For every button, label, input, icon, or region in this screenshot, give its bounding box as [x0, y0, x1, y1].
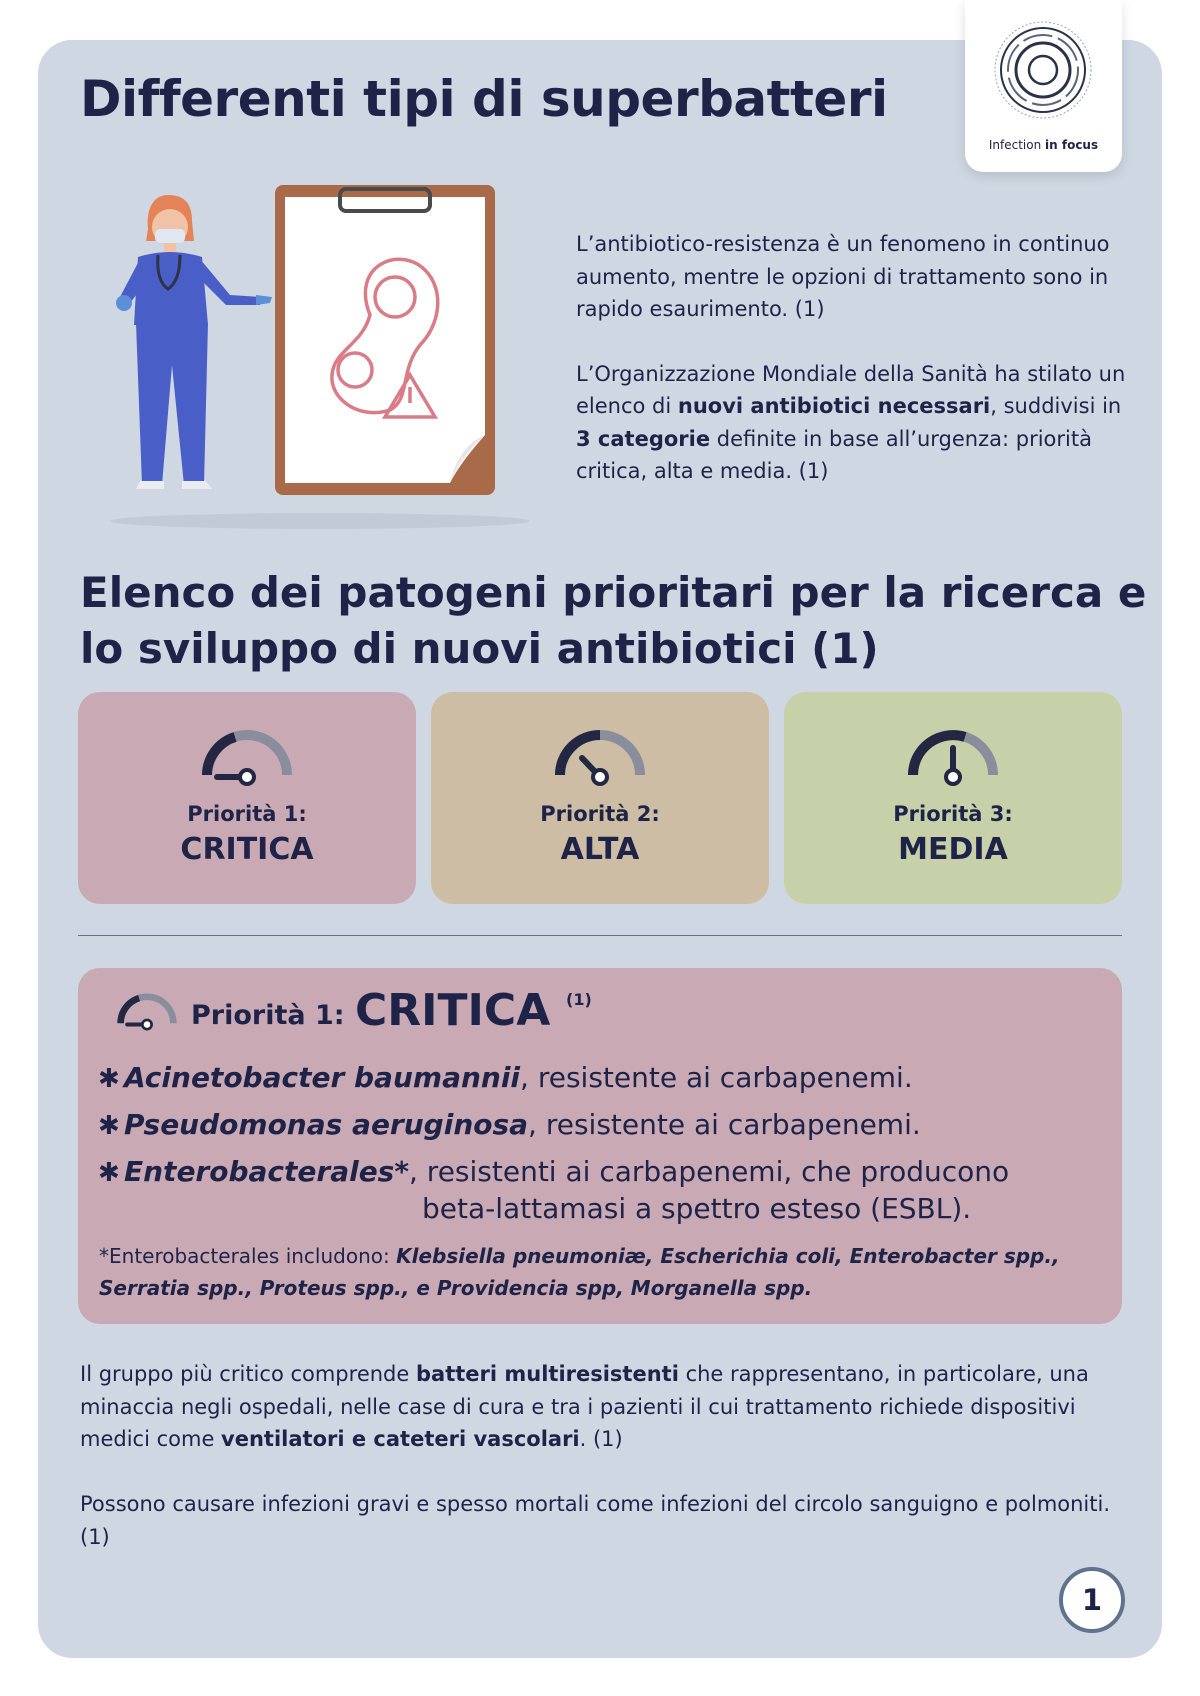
logo [965, 0, 1122, 172]
priority-level: CRITICA [180, 832, 314, 867]
logo-rings-icon [991, 18, 1096, 123]
pathogen-item-continuation: beta-lattamasi a spettro esteso (ESBL). [422, 1192, 972, 1225]
intro-text [576, 228, 1136, 520]
clipboard-icon [275, 185, 495, 495]
gauge-high-icon [903, 720, 1003, 790]
critical-reference: (1) [566, 990, 592, 1009]
priority-level: ALTA [560, 832, 640, 867]
gauge-low-icon [197, 720, 297, 790]
critical-label: Priorità 1: [191, 1000, 345, 1031]
pathogen-item: ✱ Enterobacterales*, resistenti ai carbapenemi, che producono [98, 1155, 1010, 1188]
section-title: Elenco dei patogeni prioritari per la ricerca e lo sviluppo di nuovi antibiotici (1) [80, 568, 1147, 673]
nurse-figure-icon [116, 195, 272, 489]
priority-label: Priorità 1: [187, 802, 307, 826]
logo-text: Infection in focus [988, 138, 1099, 152]
pathogen-item: ✱ Pseudomonas aeruginosa, resistente ai carbapenemi. [98, 1108, 921, 1141]
pathogen-item: ✱ Acinetobacter baumannii, resistente ai carbapenemi. [98, 1061, 913, 1094]
page-title: Differenti tipi di superbatteri [80, 70, 888, 128]
nurse-clipboard-illustration [100, 185, 560, 530]
body-paragraph-1: Il gruppo più critico comprende batteri multiresistenti che rappresentano, in particolare, una minaccia negli ospedali, nelle case di cura e tra i pazienti il cui trattamento richiede dispositivi medici come ventilatori e cateteri vascolari. (1) [80, 1362, 1089, 1451]
priority-label: Priorità 2: [540, 802, 660, 826]
page-number: 1 [1059, 1567, 1125, 1633]
gauge-medium-icon [550, 720, 650, 790]
body-paragraph-2: Possono causare infezioni gravi e spesso mortali come infezioni del circolo sanguigno e polmoniti. (1) [80, 1492, 1111, 1549]
priority-card-critical [78, 692, 416, 904]
priority-label: Priorità 3: [893, 802, 1013, 826]
intro-paragraph-1: L’antibiotico-resistenza è un fenomeno in continuo aumento, mentre le opzioni di trattamento sono in rapido esaurimento. (1) [576, 232, 1110, 321]
priority-card-high [431, 692, 769, 904]
divider [78, 935, 1122, 936]
priority-card-medium [784, 692, 1122, 904]
priority-level: MEDIA [898, 832, 1008, 867]
critical-level: CRITICA [355, 985, 551, 1036]
gauge-low-icon [114, 986, 180, 1034]
asterisk-bullet-icon: ✱ [98, 1111, 120, 1141]
asterisk-bullet-icon: ✱ [98, 1064, 120, 1094]
asterisk-bullet-icon: ✱ [98, 1158, 120, 1188]
intro-paragraph-2: L’Organizzazione Mondiale della Sanità ha stilato un elenco di nuovi antibiotici necessari, suddivisi in 3 categorie definite in base all’urgenza: priorità critica, alta e media. (1) [576, 361, 1126, 483]
enterobacterales-note: *Enterobacterales includono: Klebsiella pneumoniæ, Escherichia coli, Enterobacter spp., Serratia spp., Proteus spp., e Providencia spp, Morganella spp. [99, 1244, 1060, 1300]
